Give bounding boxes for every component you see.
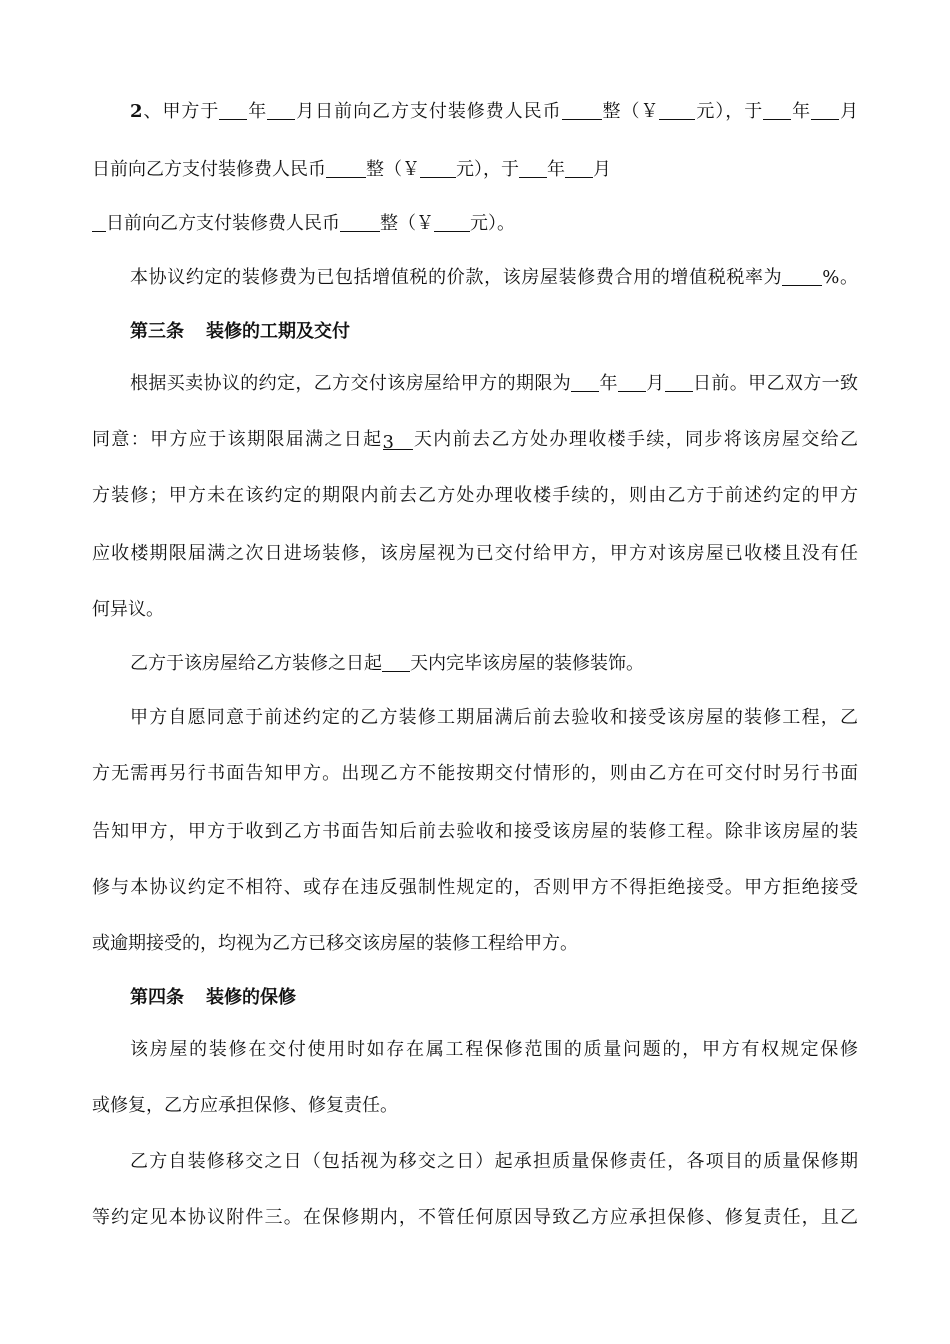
blank-amount-words[interactable] xyxy=(340,213,380,232)
acceptance-line-1: 甲方自愿同意于前述约定的乙方装修工期届满后前去验收和接受该房屋的装修工程，乙 xyxy=(130,707,858,728)
vat-line: 本协议约定的装修费为已包括增值税的价款，该房屋装修费合用的增值税税率为 %。 xyxy=(130,267,859,288)
blank-month[interactable] xyxy=(267,101,295,120)
warranty-line-1: 该房屋的装修在交付使用时如存在属工程保修范围的质量问题的，甲方有权规定保修 xyxy=(130,1039,858,1060)
blank-month[interactable] xyxy=(618,373,646,392)
article-3-heading: 第三条 装修的工期及交付 xyxy=(130,321,350,342)
payment-line-1: 2、甲方于 年 月日前向乙方支付装修费人民币 整（￥ 元），于 年 月 xyxy=(130,101,859,122)
blank-vat-rate[interactable] xyxy=(782,267,822,286)
blank-year[interactable] xyxy=(219,101,247,120)
warranty-period-line-2: 等约定见本协议附件三。在保修期内，不管任何原因导致乙方应承担保修、修复责任，且乙 xyxy=(92,1207,858,1228)
blank-month[interactable] xyxy=(811,101,839,120)
delivery-line-4: 应收楼期限届满之次日进场装修，该房屋视为已交付给甲方，甲方对该房屋已收楼且没有任 xyxy=(92,543,858,564)
blank-month[interactable] xyxy=(565,159,593,178)
delivery-line-3: 方装修；甲方未在该约定的期限内前去乙方处办理收楼手续的，则由乙方于前述约定的甲方 xyxy=(92,485,858,506)
delivery-line-5: 何异议。 xyxy=(92,599,164,620)
blank-year[interactable] xyxy=(519,159,547,178)
acceptance-line-4: 修与本协议约定不相符、或存在违反强制性规定的，否则甲方不得拒绝接受。甲方拒绝接受 xyxy=(92,877,858,898)
payment-line-2: 日前向乙方支付装修费人民币 整（￥ 元），于 年 月 xyxy=(92,159,611,180)
delivery-line-1: 根据买卖协议的约定，乙方交付该房屋给甲方的期限为 年 月 日前。甲乙双方一致 xyxy=(130,373,859,394)
acceptance-line-5: 或逾期接受的，均视为乙方已移交该房屋的装修工程给甲方。 xyxy=(92,933,578,954)
warranty-period-line-1: 乙方自装修移交之日（包括视为移交之日）起承担质量保修责任，各项目的质量保修期 xyxy=(130,1151,858,1172)
delivery-line-2: 同意：甲方应于该期限届满之日起3 天内前去乙方处办理收楼手续，同步将该房屋交给乙 xyxy=(92,429,859,453)
article-4-heading: 第四条 装修的保修 xyxy=(130,987,296,1008)
filled-days-value[interactable]: 3 xyxy=(383,431,413,450)
blank-amount-words[interactable] xyxy=(326,159,366,178)
completion-line: 乙方于该房屋给乙方装修之日起 天内完毕该房屋的装修装饰。 xyxy=(130,653,644,674)
payment-line-3: 日前向乙方支付装修费人民币 整（￥ 元）。 xyxy=(92,212,858,236)
blank-year[interactable] xyxy=(571,373,599,392)
blank-day[interactable] xyxy=(92,213,106,232)
acceptance-line-3: 告知甲方，甲方于收到乙方书面告知后前去验收和接受该房屋的装修工程。除非该房屋的装 xyxy=(92,821,858,842)
blank-amount-number[interactable] xyxy=(659,101,695,120)
blank-amount-words[interactable] xyxy=(562,101,602,120)
blank-amount-number[interactable] xyxy=(420,159,456,178)
warranty-line-2: 或修复，乙方应承担保修、修复责任。 xyxy=(92,1095,398,1116)
blank-year[interactable] xyxy=(763,101,791,120)
clause-number: 2 xyxy=(130,101,143,122)
blank-days[interactable] xyxy=(382,653,410,672)
acceptance-line-2: 方无需再另行书面告知甲方。出现乙方不能按期交付情形的，则由乙方在可交付时另行书面 xyxy=(92,763,858,784)
blank-day[interactable] xyxy=(665,373,693,392)
blank-amount-number[interactable] xyxy=(434,213,470,232)
